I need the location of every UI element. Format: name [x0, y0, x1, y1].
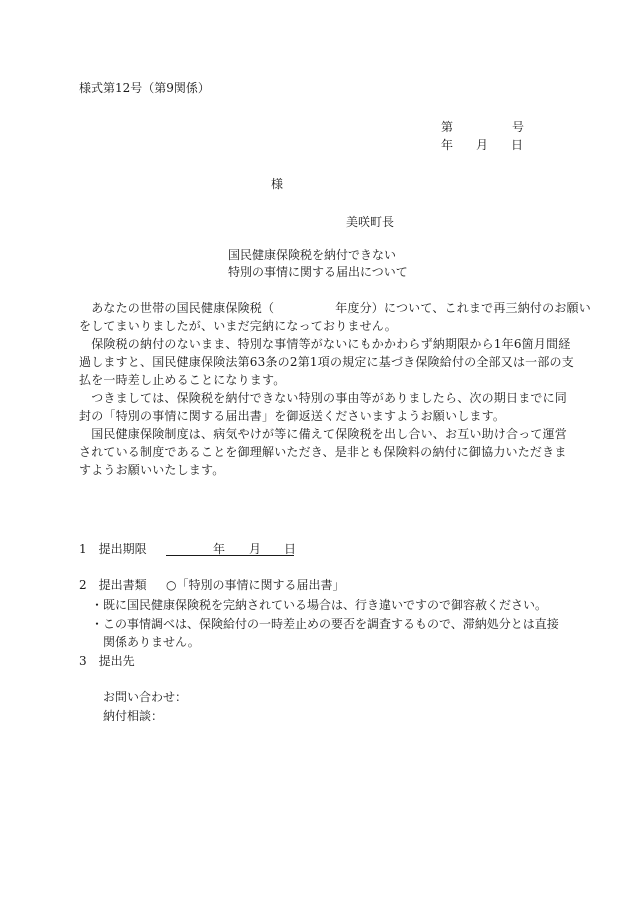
subject-line-1: 国民健康保険税を納付できない [228, 248, 397, 262]
doc-number-prefix: 第 [441, 120, 454, 134]
body-line: つきましては、保険税を納付できない特別の事由等がありましたら、次の期日までに同 [79, 391, 568, 405]
item2-label: 2 提出書類 [79, 578, 147, 592]
date-year: 年 [441, 138, 454, 152]
contact-inquiry: お問い合わせ： [103, 690, 188, 704]
item2-document: ○「特別の事情に関する届出書」 [166, 578, 345, 592]
item2-note: ・既に国民健康保険税を完納されている場合は、行き違いですので御容赦ください。 [91, 598, 548, 612]
deadline-field [166, 540, 297, 556]
body-line: 国民健康保険制度は、病気やけが等に備えて保険税を出し合い、お互い助け合って運営 [79, 427, 568, 441]
form-label: 様式第12号（第9関係） [79, 81, 210, 95]
item2-note: ・この事情調べは、保険給付の一時差止めの要否を調査するもので、滞納処分とは直接 [91, 617, 559, 631]
body-line: 払を一時差し止めることになります。 [79, 373, 286, 387]
item2-note: 関係ありません。 [103, 635, 200, 649]
deadline-day: 日 [284, 542, 297, 556]
body-line: されている制度であることを御理解いただき、是非とも保険料の納付に御協力いただきま [79, 445, 567, 459]
addressee-suffix: 様 [271, 177, 284, 191]
body-line: をしてまいりましたが、いまだ完納になっておりません。 [79, 319, 397, 333]
contact-payment: 納付相談： [103, 709, 164, 723]
body-line: 保険税の納付のないまま、特別な事情等がないにもかかわらず納期限から1年6箇月間経 [79, 337, 571, 351]
item1-label: 1 提出期限 [79, 542, 147, 556]
body-line: 過しますと、国民健康保険法第63条の2第1項の規定に基づき保険給付の全部又は一部の支 [79, 355, 574, 369]
item3-label: 3 提出先 [79, 654, 135, 668]
body-line: あなたの世帯の国民健康保険税（ 年度分）について、これまで再三納付のお願い [79, 301, 591, 315]
deadline-month: 月 [249, 542, 262, 556]
sender: 美咲町長 [346, 215, 395, 229]
body-line: すようお願いいたします。 [79, 463, 225, 477]
doc-number-suffix: 号 [512, 120, 525, 134]
deadline-year: 年 [213, 542, 226, 556]
date-day: 日 [511, 138, 524, 152]
date-month: 月 [476, 138, 489, 152]
body-line: 封の「特別の事情に関する届出書」を御返送くださいますようお願いします。 [79, 409, 506, 423]
subject-line-2: 特別の事情に関する届出について [228, 265, 408, 279]
